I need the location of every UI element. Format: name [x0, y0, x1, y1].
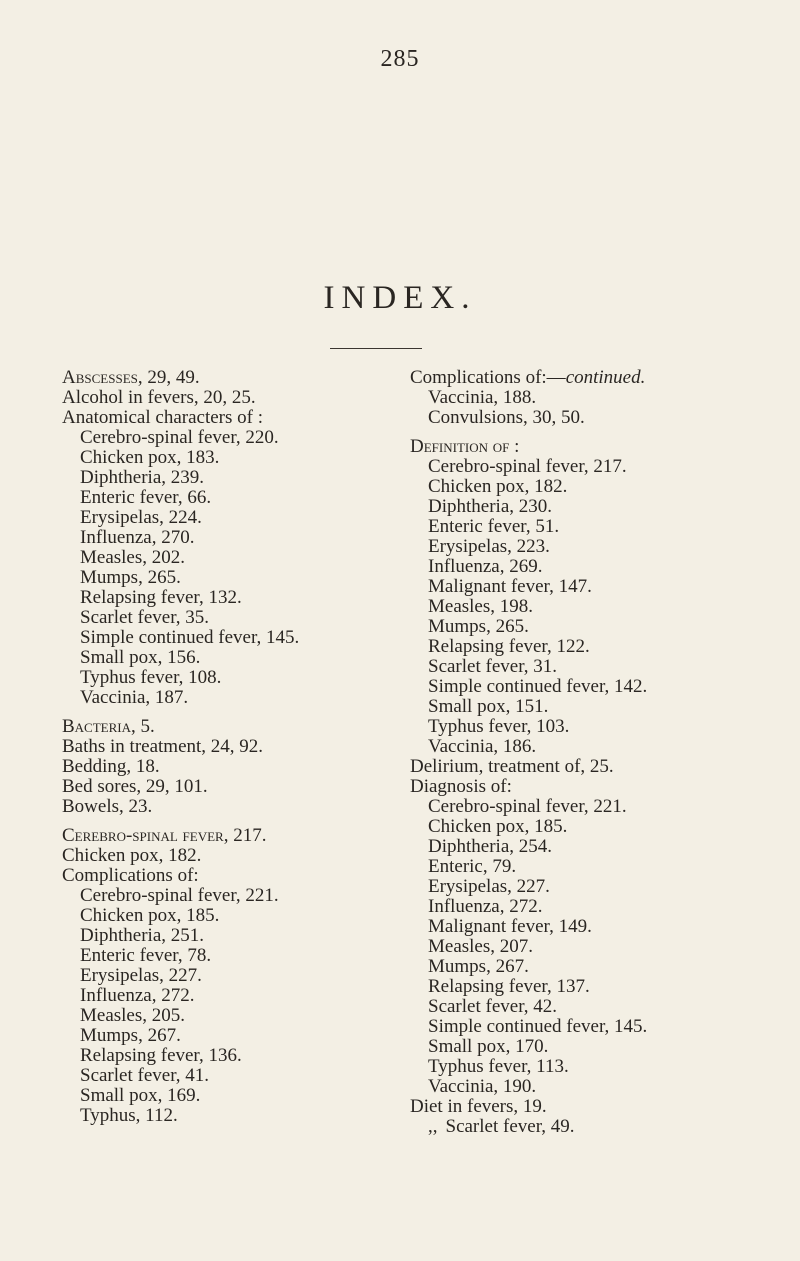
index-column-left — [62, 368, 392, 1126]
index-subentry: Cerebro-spinal fever, 220. — [80, 427, 279, 448]
index-subentry: Influenza, 272. — [80, 985, 195, 1006]
index-entry: Complications of: — [62, 865, 199, 886]
index-subentry: Relapsing fever, 137. — [428, 976, 590, 997]
index-subentry: Erysipelas, 224. — [80, 507, 202, 528]
page-number: 285 — [380, 46, 420, 72]
index-subentry-text: Scarlet fever, 49. — [445, 1116, 575, 1137]
index-subentry: Small pox, 170. — [428, 1036, 549, 1057]
index-heading-term: Bacteria — [62, 716, 132, 737]
index-subentry: Measles, 207. — [428, 936, 534, 957]
index-page-refs: : — [509, 436, 520, 457]
page-title: INDEX. — [323, 280, 477, 316]
index-subentry: Influenza, 272. — [428, 896, 543, 917]
index-entry: Baths in treatment, 24, 92. — [62, 736, 264, 757]
index-subentry: Simple continued fever, 142. — [428, 676, 648, 697]
index-entry: Alcohol in fevers, 20, 25. — [62, 387, 256, 408]
index-entry — [62, 717, 392, 737]
index-subentry: Typhus, 112. — [80, 1105, 178, 1126]
index-subentry: Scarlet fever, 41. — [80, 1065, 210, 1086]
index-subentry: Mumps, 265. — [80, 567, 181, 588]
index-subentry: Relapsing fever, 122. — [428, 636, 590, 657]
index-column-right — [410, 368, 780, 1137]
index-subentry: Measles, 198. — [428, 596, 534, 617]
index-subentry: Relapsing fever, 132. — [80, 587, 242, 608]
index-entry: Bed sores, 29, 101. — [62, 776, 208, 797]
index-subentry: Measles, 202. — [80, 547, 186, 568]
index-subentry: Convulsions, 30, 50. — [428, 407, 585, 428]
index-subentry: Diphtheria, 239. — [80, 467, 205, 488]
index-subentry: Simple continued fever, 145. — [80, 627, 300, 648]
index-subentry: Diphtheria, 251. — [80, 925, 205, 946]
index-subentry: Erysipelas, 227. — [428, 876, 550, 897]
index-subentry: Cerebro-spinal fever, 217. — [428, 456, 627, 477]
index-entry — [62, 826, 392, 846]
continued-label: continued. — [565, 367, 646, 388]
index-subentry: Typhus fever, 113. — [428, 1056, 569, 1077]
ditto-mark: ,, — [428, 1116, 438, 1137]
index-subentry: Small pox, 169. — [80, 1085, 201, 1106]
index-subentry: Enteric fever, 51. — [428, 516, 560, 537]
index-subentry: Vaccinia, 190. — [428, 1076, 537, 1097]
index-entry: Bowels, 23. — [62, 796, 153, 817]
index-heading-term: Abscesses — [62, 367, 138, 388]
index-entry: Chicken pox, 182. — [62, 845, 202, 866]
index-subentry: Small pox, 156. — [80, 647, 201, 668]
index-page-refs: , 29, 49. — [137, 367, 200, 388]
index-subentry: Diphtheria, 230. — [428, 496, 553, 517]
index-subentry: Relapsing fever, 136. — [80, 1045, 242, 1066]
index-entry: Diagnosis of: — [410, 776, 512, 797]
index-subentry — [410, 1117, 780, 1137]
index-subentry: Vaccinia, 187. — [80, 687, 189, 708]
index-subentry: Chicken pox, 185. — [80, 905, 220, 926]
index-entry: Diet in fevers, 19. — [410, 1096, 547, 1117]
index-subentry: Mumps, 265. — [428, 616, 529, 637]
index-entry: Anatomical characters of : — [62, 407, 263, 428]
index-subentry: Scarlet fever, 42. — [428, 996, 558, 1017]
title-rule — [330, 348, 422, 349]
index-subentry: Malignant fever, 147. — [428, 576, 592, 597]
index-subentry: Cerebro-spinal fever, 221. — [428, 796, 627, 817]
index-subentry: Chicken pox, 183. — [80, 447, 220, 468]
index-subentry: Scarlet fever, 35. — [80, 607, 210, 628]
index-subentry: Erysipelas, 223. — [428, 536, 550, 557]
index-subentry: Enteric fever, 66. — [80, 487, 212, 508]
index-subentry: Simple continued fever, 145. — [428, 1016, 648, 1037]
index-subentry: Mumps, 267. — [80, 1025, 181, 1046]
index-subentry: Mumps, 267. — [428, 956, 529, 977]
index-subentry: Influenza, 269. — [428, 556, 543, 577]
index-subentry: Vaccinia, 186. — [428, 736, 537, 757]
index-subentry: Scarlet fever, 31. — [428, 656, 558, 677]
index-entry — [62, 368, 392, 388]
index-subentry: Chicken pox, 185. — [428, 816, 568, 837]
index-entry — [410, 368, 780, 388]
index-subentry: Erysipelas, 227. — [80, 965, 202, 986]
index-heading-term: Cerebro-spinal fever — [62, 825, 224, 846]
index-subentry: Measles, 205. — [80, 1005, 186, 1026]
index-heading-term: Definition of — [410, 436, 510, 457]
index-subentry: Diphtheria, 254. — [428, 836, 553, 857]
index-page-refs: , 5. — [131, 716, 155, 737]
index-subentry: Chicken pox, 182. — [428, 476, 568, 497]
index-subentry: Enteric, 79. — [428, 856, 517, 877]
index-subentry: Typhus fever, 103. — [428, 716, 570, 737]
index-page-refs: , 217. — [223, 825, 267, 846]
index-entry — [410, 437, 780, 457]
index-subentry: Vaccinia, 188. — [428, 387, 537, 408]
index-subentry: Typhus fever, 108. — [80, 667, 222, 688]
index-subentry: Cerebro-spinal fever, 221. — [80, 885, 279, 906]
index-heading-term: Complications of:— — [410, 367, 566, 388]
index-entry: Delirium, treatment of, 25. — [410, 756, 614, 777]
index-subentry: Influenza, 270. — [80, 527, 195, 548]
index-subentry: Enteric fever, 78. — [80, 945, 212, 966]
index-subentry: Malignant fever, 149. — [428, 916, 592, 937]
index-entry: Bedding, 18. — [62, 756, 160, 777]
index-subentry: Small pox, 151. — [428, 696, 549, 717]
